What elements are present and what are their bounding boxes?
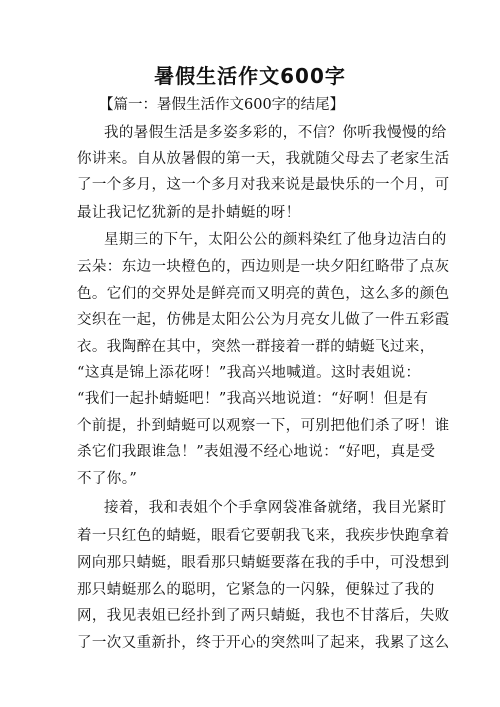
paragraph-line: 云朵：东边一块橙色的，西边则是一块夕阳红略带了点灰 (77, 259, 450, 275)
paragraph-line: 我的暑假生活是多姿多彩的，不信？你听我慢慢的给 (104, 125, 447, 141)
paragraph-line: 衣。我陶醉在其中，突然一群接着一群的蜻蜓飞过来， (77, 339, 435, 355)
paragraph-line: 了一个多月，这一个多月对我来说是最快乐的一个月，可 (77, 177, 450, 193)
paragraph-line: 网，我见表姐已经扑到了两只蜻蜓，我也不甘落后，失败 (77, 608, 450, 624)
paragraph-line: 网向那只蜻蜓，眼看那只蜻蜓要落在我的手中，可没想到 (77, 555, 450, 571)
paragraph-line: “这真是锦上添花呀！”我高兴地喊道。这时表姐说： (77, 365, 421, 381)
paragraph-line: 个前提，扑到蜻蜓可以观察一下，可别把他们杀了呀！谁 (77, 418, 450, 434)
document-title: 暑假生活作文600字 (154, 64, 346, 88)
paragraph-line: 星期三的下午，太阳公公的颜料染红了他身边洁白的 (104, 232, 447, 248)
section-heading: 【篇一：暑假生活作文600字的结尾】 (99, 97, 345, 113)
paragraph-line: 交织在一起，仿佛是太阳公公为月亮女儿做了一件五彩霞 (77, 312, 450, 328)
paragraph-line: 了一次又重新扑，终于开心的突然叫了起来，我累了这么 (77, 635, 450, 651)
paragraph-line: 杀它们我跟谁急！”表姐漫不经心地说：“好吧，真是受 (77, 444, 436, 460)
paragraph-line: 那只蜻蜓那么的聪明，它紧急的一闪躲，便躲过了我的 (77, 582, 435, 598)
paragraph-line: 色。它们的交界处是鲜亮而又明亮的黄色，这么多的颜色 (77, 286, 450, 302)
paragraph-line: 不了你。” (77, 471, 138, 487)
paragraph-line: “我们一起扑蜻蜓吧！”我高兴地说道：“好啊！但是有 (77, 391, 429, 407)
paragraph-line: 接着，我和表姐个个手拿网袋准备就绪，我目光紧盯 (104, 500, 447, 516)
paragraph-line: 着一只红色的蜻蜓，眼看它要朝我飞来，我疾步快跑拿着 (77, 528, 450, 544)
paragraph-line: 你讲来。自从放暑假的第一天，我就随父母去了老家生活 (77, 151, 450, 167)
paragraph-line: 最让我记忆犹新的是扑蜻蜓的呀！ (77, 205, 301, 221)
